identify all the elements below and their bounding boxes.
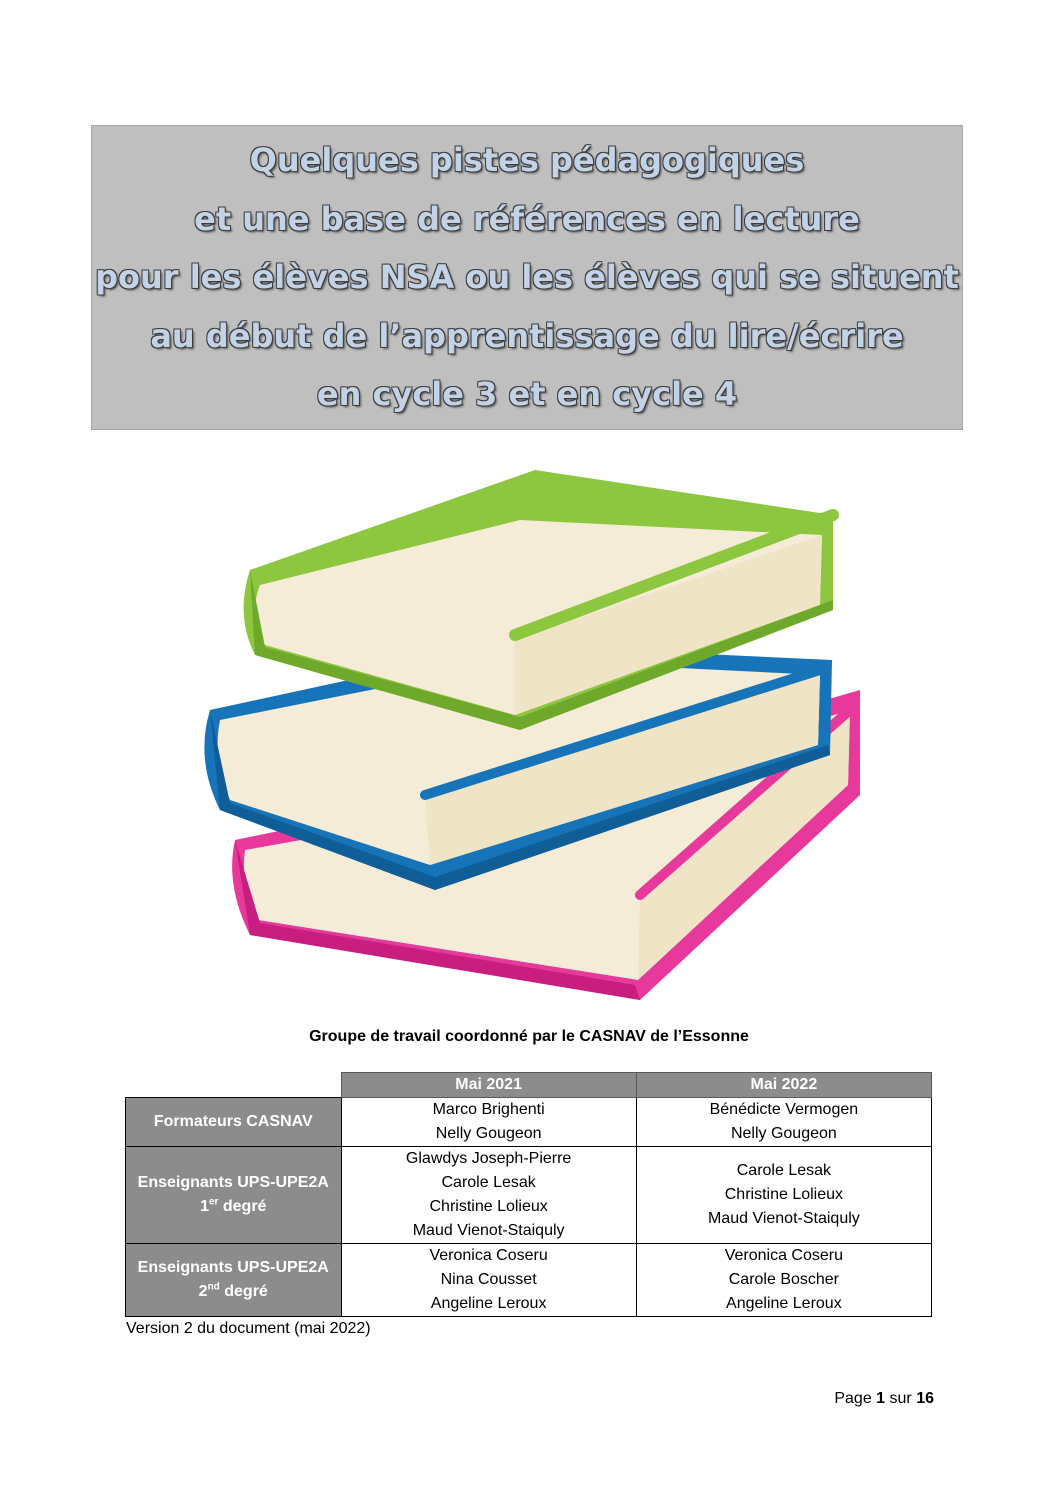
names-cell (341, 1098, 636, 1147)
names-cell (636, 1098, 931, 1147)
name-entry: Nelly Gougeon (435, 1125, 542, 1142)
name-entry: Nina Cousset (440, 1271, 537, 1288)
name-entry: Angeline Leroux (430, 1295, 547, 1312)
title-line-5: en cycle 3 et en cycle 4 (316, 375, 738, 414)
name-entry: Angeline Leroux (726, 1295, 842, 1312)
name-entry: Carole Lesak (736, 1162, 832, 1179)
name-entry: Christine Lolieux (429, 1198, 548, 1215)
table-header-row (126, 1073, 932, 1098)
column-header-2021: Mai 2021 (341, 1073, 636, 1098)
stacked-books-icon (190, 465, 870, 1005)
names-cell (636, 1244, 931, 1317)
name-entry: Bénédicte Vermogen (709, 1101, 859, 1118)
role-cell: Enseignants UPS-UPE2A 1er degré (126, 1147, 342, 1244)
column-header-2022: Mai 2022 (636, 1073, 931, 1098)
name-entry: Veronica Coseru (724, 1247, 844, 1264)
caption: Groupe de travail coordonné par le CASNAV de l’Essonne (309, 1028, 749, 1045)
names-cell (636, 1147, 931, 1244)
names-cell (341, 1147, 636, 1244)
title-line-1: Quelques pistes pédagogiques (249, 141, 805, 180)
title-box (91, 125, 963, 430)
table-row (126, 1098, 932, 1147)
title-line-4: au début de l’apprentissage du lire/écrire (150, 316, 904, 355)
title-line-2: et une base de références en lecture (194, 199, 860, 238)
title-line-3: pour les élèves NSA ou les élèves qui se situent (95, 258, 959, 297)
name-entry: Nelly Gougeon (730, 1125, 837, 1142)
name-entry: Glawdys Joseph-Pierre (405, 1150, 572, 1167)
table-row (126, 1147, 932, 1244)
name-entry: Marco Brighenti (432, 1101, 545, 1118)
name-entry: Carole Boscher (728, 1271, 840, 1288)
page-number: Page 1 sur 16 (834, 1390, 934, 1407)
names-cell (341, 1244, 636, 1317)
team-table (125, 1072, 932, 1317)
name-entry: Maud Vienot-Staiquly (707, 1210, 860, 1227)
role-cell: Formateurs CASNAV (126, 1098, 342, 1147)
table-row (126, 1244, 932, 1317)
name-entry: Christine Lolieux (724, 1186, 844, 1203)
role-cell: Enseignants UPS-UPE2A 2nd degré (126, 1244, 342, 1317)
version-note: Version 2 du document (mai 2022) (126, 1320, 371, 1337)
name-entry: Veronica Coseru (429, 1247, 548, 1264)
blank-corner-cell (126, 1073, 342, 1098)
name-entry: Maud Vienot-Staiquly (412, 1222, 565, 1239)
name-entry: Carole Lesak (441, 1174, 536, 1191)
